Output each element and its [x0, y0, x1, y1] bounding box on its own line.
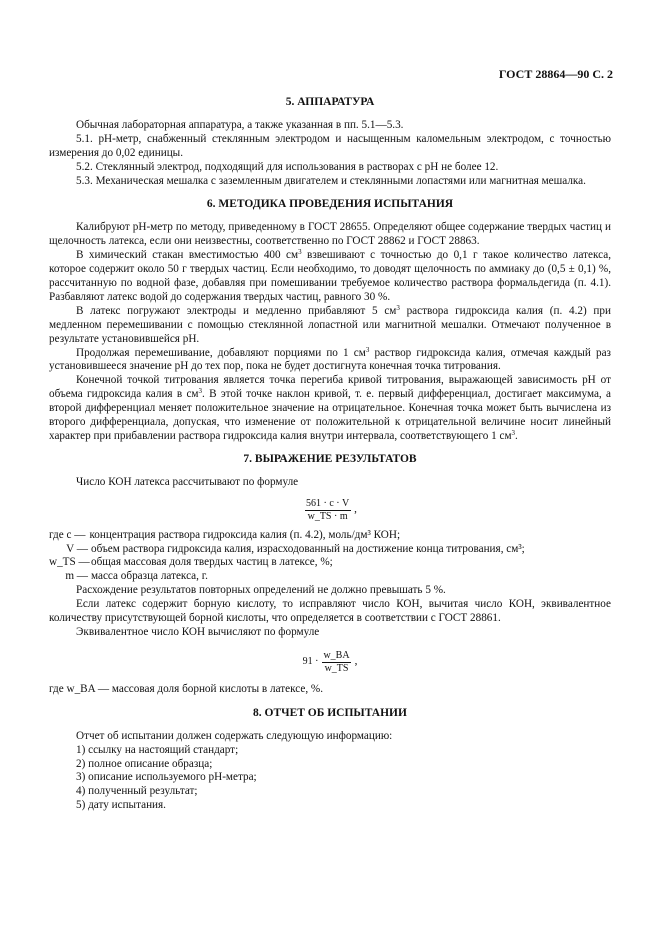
s5-paragraph-1: Обычная лабораторная аппаратура, а также указанная в пп. 5.1—5.3.	[76, 118, 404, 131]
legend-row-c	[0, 529, 611, 543]
report-item: 1) ссылку на настоящий стандарт;	[76, 743, 239, 756]
legend-v-symbol: V —	[66, 542, 88, 555]
legend-w-text: общая массовая доля твердых частиц в латексе, %;	[91, 556, 333, 569]
s5-paragraph-4: 5.3. Механическая мешалка с заземленным двигателем и стеклянными лопастями или магнитная мешалка.	[76, 174, 586, 187]
legend-row-v	[0, 543, 611, 557]
formula-koh-number	[49, 498, 611, 523]
formula-eq-fraction	[320, 650, 352, 675]
formula-eq-denominator: w_TS	[322, 662, 352, 675]
formula-eq-trail: ,	[354, 655, 358, 668]
s5-paragraph-2: 5.1. рН-метр, снабженный стеклянным электродом и насыщенным каломельным электродом, с точностью измерения до 0,02 единицы.	[49, 132, 611, 159]
s8-intro: Отчет об испытании должен содержать следующую информацию:	[76, 729, 393, 742]
s7-boric-acid: Если латекс содержит борную кислоту, то исправляют число КОН, вычитая число КОН, эквивалентное количеству присутствующей борной кислоты, что определяется в соответствии с ГОСТ 28861.	[49, 598, 611, 625]
formula-koh-denominator: w_TS · m	[305, 510, 351, 523]
section-5-title: 5. АППАРАТУРА	[285, 96, 375, 108]
section-8-title: 8. ОТЧЕТ ОБ ИСПЫТАНИИ	[253, 706, 407, 719]
legend-c-text: концентрация раствора гидроксида калия (п. 4.2), моль/дм³ КОН;	[89, 528, 401, 541]
formula-koh-numerator: 561 · c · V	[306, 497, 350, 509]
legend-v-text: объем раствора гидроксида калия, израсходованный на достижение конца титрования, см³;	[91, 542, 525, 555]
legend-m-symbol: m —	[65, 570, 88, 583]
s7-intro: Число КОН латекса рассчитывают по формуле	[76, 475, 299, 488]
formula-equivalent	[49, 650, 611, 675]
formula-eq-coef: 91 ·	[302, 656, 319, 668]
section-7-title: 7. ВЫРАЖЕНИЕ РЕЗУЛЬТАТОВ	[243, 452, 417, 465]
s6-paragraph-5: Конечной точкой титрования является точка перегиба кривой титрования, выражающей зависимость рН от объема гидроксида калия в $см^3$. В этой точке наклон кривой, т. е. первый дифференциал, достигает максимума, а второй дифференциал меняет положительное значение на отрицательное. Конечная точка может быть вычислена из второго дифференциала, допуская, что изменение от положительной к отрицательной величине носит линейный характер при прибавлении раствора гидроксида калия внутри интервала, соответствующего 1 $см^3$.	[49, 374, 611, 442]
s6-paragraph-3: В латекс погружают электроды и медленно прибавляют 5 $см^3$ раствора гидроксида калия (п. 4.2) при медленном перемешивании с помощью стеклянной лопастной или магнитной мешалки. Отмечают полученное в результате установившейся рН.	[49, 303, 611, 345]
s6-paragraph-2: В химический стакан вместимостью 400 $см^3$ взвешивают с точностью до 0,1 г такое количество латекса, которое содержит около 50 г твердых частиц. Если необходимо, то доводят щелочность по аммиаку до (0,5 ± 0,1) %, рассчитанную по водной фазе, добавляя при помешивании требуемое количество раствора формальдегида (п. 4.1). Разбавляют латекс водой до содержания твердых частиц, равного 30 %.	[49, 248, 612, 303]
s7-equivalent: Эквивалентное число КОН вычисляют по формуле	[76, 626, 320, 638]
report-item: 3) описание используемого рН-метра;	[76, 771, 257, 784]
legend-m-text: масса образца латекса, г.	[91, 570, 208, 583]
formula-eq-numerator: w_BA	[323, 649, 350, 661]
document-body	[49, 96, 611, 813]
formula-legend	[0, 529, 611, 585]
section-6-title: 6. МЕТОДИКА ПРОВЕДЕНИЯ ИСПЫТАНИЯ	[206, 198, 454, 211]
report-item: 2) полное описание образца;	[76, 757, 213, 770]
report-item: 4) полученный результат;	[76, 785, 198, 798]
formula-koh-fraction	[303, 498, 352, 523]
legend-row-m	[0, 570, 611, 584]
report-items-list	[49, 744, 611, 814]
s6-paragraph-4: Продолжая перемешивание, добавляют порциями по 1 $см^3$ раствор гидроксида калия, отмечая каждый раз установившееся значение рН до тех пор, пока не будет достигнута конечная точка титрования.	[49, 345, 611, 373]
legend-c-symbol: где c —	[49, 528, 86, 541]
s6-paragraph-1: Калибруют рН-метр по методу, приведенному в ГОСТ 28655. Определяют общее содержание твердых частиц и щелочность латекса, если они неизвестны, соответственно по ГОСТ 28862 и ГОСТ 28863.	[49, 221, 611, 248]
s7-divergence: Расхождение результатов повторных определений не должно превышать 5 %.	[76, 584, 446, 597]
s7-where-boric: где w_BA — массовая доля борной кислоты в латексе, %.	[49, 682, 324, 695]
report-item: 5) дату испытания.	[76, 799, 166, 812]
formula-koh-trail: ,	[354, 503, 357, 516]
legend-w-symbol: w_TS —	[49, 556, 90, 569]
page-header-code: ГОСТ 28864—90 С. 2	[498, 67, 613, 81]
s5-paragraph-3: 5.2. Стеклянный электрод, подходящий для использования в растворах с рН не более 12.	[76, 160, 499, 173]
legend-row-w	[0, 556, 611, 570]
